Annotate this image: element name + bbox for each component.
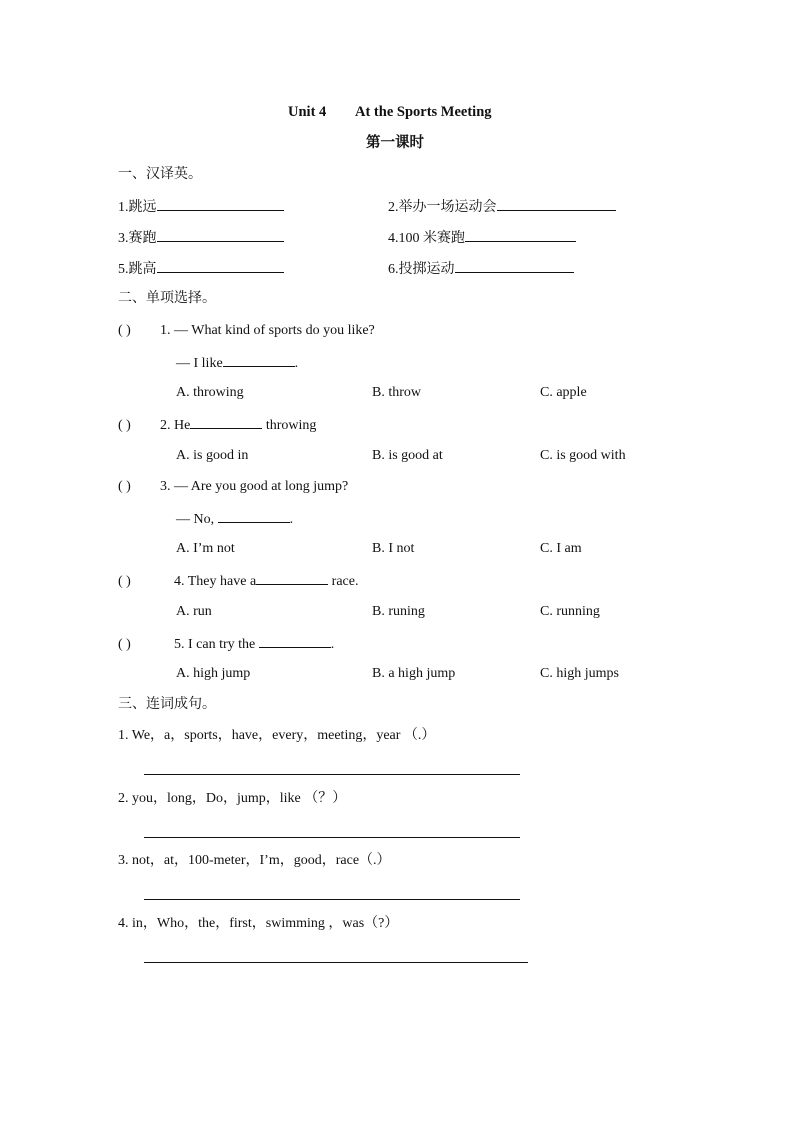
q1-question: 1. — What kind of sports do you like?	[160, 323, 375, 338]
q1-option-b[interactable]: B. throw	[372, 385, 421, 400]
q2-option-b[interactable]: B. is good at	[372, 448, 443, 463]
q4-option-a[interactable]: A. run	[176, 604, 212, 619]
answer-blank[interactable]	[157, 197, 284, 211]
q4-stem-a: 4. They have a	[174, 574, 257, 589]
lesson-title: 第一课时	[366, 135, 424, 151]
q5-stem-a: 5. I can try the	[174, 637, 259, 652]
answer-paren[interactable]: ( )	[118, 479, 131, 494]
q1-stem	[118, 322, 375, 340]
q1-sub-text: — I like	[176, 356, 223, 371]
answer-blank[interactable]	[223, 353, 295, 367]
q3-sub	[176, 509, 293, 529]
section2-heading: 二、单项选择。	[118, 291, 216, 306]
s1-item-5	[118, 259, 284, 279]
answer-paren[interactable]: ( )	[118, 637, 131, 652]
q3-question: 3. — Are you good at long jump?	[160, 479, 349, 494]
answer-blank[interactable]	[218, 509, 290, 523]
unit-label: Unit 4	[288, 104, 327, 120]
s1-item-label: 2.举办一场运动会	[388, 200, 497, 215]
answer-paren[interactable]: ( )	[118, 323, 131, 338]
q5-option-b[interactable]: B. a high jump	[372, 666, 456, 681]
q1-option-c[interactable]: C. apple	[540, 385, 587, 400]
q2-option-c[interactable]: C. is good with	[540, 448, 626, 463]
q4-stem-b: race.	[328, 574, 359, 589]
s1-item-6	[388, 259, 574, 279]
answer-blank[interactable]	[157, 259, 284, 273]
s3-item-4: 4. in，Who，the，first，swimming ，was（?）	[118, 916, 399, 931]
answer-blank[interactable]	[455, 259, 574, 273]
s1-item-1	[118, 197, 284, 217]
answer-blank[interactable]	[465, 228, 576, 242]
q4-stem	[118, 571, 358, 591]
s1-item-label: 1.跳远	[118, 200, 157, 215]
answer-line[interactable]	[144, 774, 520, 775]
q5-stem-b: .	[330, 637, 335, 652]
q2-stem-b: throwing	[262, 418, 317, 433]
unit-title: At the Sports Meeting	[355, 104, 492, 120]
q5-option-c[interactable]: C. high jumps	[540, 666, 619, 681]
q5-option-a[interactable]: A. high jump	[176, 666, 251, 681]
s1-item-label: 6.投掷运动	[388, 262, 455, 277]
q3-sub-end: .	[289, 512, 294, 527]
answer-line[interactable]	[144, 962, 528, 963]
answer-paren[interactable]: ( )	[118, 418, 131, 433]
answer-blank[interactable]	[259, 634, 331, 648]
q1-sub	[176, 353, 298, 373]
q3-stem	[118, 478, 348, 496]
q1-sub-end: .	[294, 356, 299, 371]
q2-stem-a: 2. He	[160, 418, 191, 433]
q3-option-b[interactable]: B. I not	[372, 541, 415, 556]
q3-sub-text: — No,	[176, 512, 218, 527]
answer-blank[interactable]	[256, 571, 328, 585]
s1-item-label: 4.100 米赛跑	[388, 231, 465, 246]
section1-heading: 一、汉译英。	[118, 167, 202, 182]
q2-stem	[118, 415, 316, 435]
s1-item-2	[388, 197, 616, 217]
s1-item-label: 5.跳高	[118, 262, 157, 277]
q4-option-c[interactable]: C. running	[540, 604, 600, 619]
s3-item-2: 2. you，long，Do，jump，like （？）	[118, 791, 347, 806]
s1-item-4	[388, 228, 576, 248]
s3-item-3: 3. not，at，100-meter，I’m，good，race（.）	[118, 853, 391, 868]
s1-item-label: 3.赛跑	[118, 231, 157, 246]
q5-stem	[118, 634, 334, 654]
answer-line[interactable]	[144, 899, 520, 900]
s1-item-3	[118, 228, 284, 248]
answer-paren[interactable]: ( )	[118, 574, 131, 589]
section3-heading: 三、连词成句。	[118, 697, 216, 712]
answer-blank[interactable]	[157, 228, 284, 242]
answer-blank[interactable]	[497, 197, 616, 211]
q2-option-a[interactable]: A. is good in	[176, 448, 249, 463]
q1-option-a[interactable]: A. throwing	[176, 385, 244, 400]
answer-blank[interactable]	[190, 415, 262, 429]
answer-line[interactable]	[144, 837, 520, 838]
q4-option-b[interactable]: B. runing	[372, 604, 425, 619]
s3-item-1: 1. We，a，sports，have，every，meeting，year （.）	[118, 728, 436, 743]
q3-option-a[interactable]: A. I’m not	[176, 541, 235, 556]
q3-option-c[interactable]: C. I am	[540, 541, 582, 556]
